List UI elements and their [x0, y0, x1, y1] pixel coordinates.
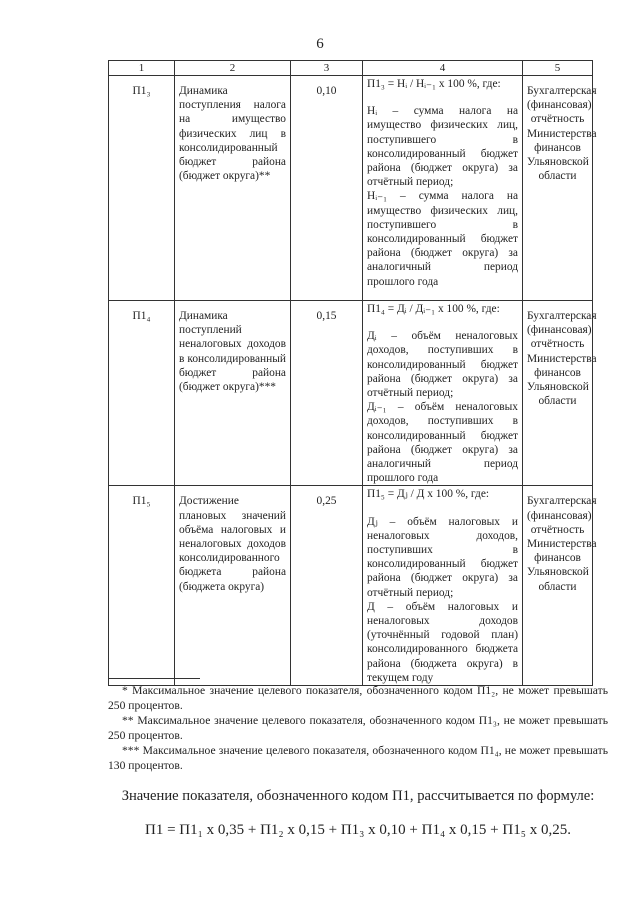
indicator-formula [363, 76, 523, 301]
final-formula: П1 = П1₁ х 0,35 + П1₂ х 0,15 + П1₃ х 0,10 + П1₄ х 0,15 + П1₅ х 0,25. [145, 822, 571, 838]
indicator-table [108, 60, 597, 686]
conclusion-text: Значение показателя, обозначенного кодом П1, рассчитывается по формуле: [121, 788, 595, 804]
column-header: 3 [291, 61, 363, 76]
indicator-code: П1₃ [109, 76, 175, 301]
indicator-code: П1₄ [109, 301, 175, 486]
footnotes [108, 678, 608, 773]
table-row [109, 76, 593, 301]
formula-main: П1₄ = Дᵢ / Дᵢ₋₁ х 100 %, где: [367, 303, 500, 315]
formula-definition: Дᵢ₋₁ – объём неналоговых доходов, поступивших в консолидированный бюджет района (бюджет округа) за аналогичный период прошлого года [367, 401, 518, 485]
formula-definition: Дᵢ – объём неналоговых доходов, поступивших в консолидированный бюджет района (бюджет округа) за отчётный период; [367, 330, 518, 400]
formula-definition: Д – объём налоговых и неналоговых доходов (уточнённый годовой план) консолидированного бюджета района (бюджета округа) в текущем году [367, 600, 518, 684]
column-header: 5 [523, 61, 593, 76]
indicator-source: Бухгалтерская (финансовая) отчётность Министерства финансов Ульяновской области [523, 486, 593, 686]
indicator-name: Динамика поступления налога на имущество физических лиц в консолидированный бюджет района (бюджет округа)** [175, 76, 291, 301]
column-header: 4 [363, 61, 523, 76]
footnote: ** Максимальное значение целевого показателя, обозначенного кодом П1₃, не может превышать 250 процентов. [108, 714, 608, 742]
indicator-name: Динамика поступлений неналоговых доходов в консолидированный бюджет района (бюджет округа)*** [175, 301, 291, 486]
indicator-formula [363, 301, 523, 486]
formula-definition: Нᵢ – сумма налога на имущество физических лиц, поступившего в консолидированный бюджет района (бюджет округа) за отчётный период; [367, 105, 518, 189]
indicator-formula [363, 486, 523, 686]
formula-main: П1₅ = Дⱼ / Д х 100 %, где: [367, 488, 490, 501]
column-header: 1 [109, 61, 175, 76]
table-header-row [109, 61, 593, 76]
indicator-code: П1₅ [109, 486, 175, 686]
indicator-source: Бухгалтерская (финансовая) отчётность Министерства финансов Ульяновской области [523, 76, 593, 301]
indicator-weight: 0,15 [291, 301, 363, 486]
footnote: *** Максимальное значение целевого показателя, обозначенного кодом П1₄, не может превышать 130 процентов. [108, 744, 608, 772]
footnote-divider [108, 678, 200, 679]
page-number: 6 [316, 36, 324, 52]
indicator-source: Бухгалтерская (финансовая) отчётность Министерства финансов Ульяновской области [523, 301, 593, 486]
formula-definition: Нᵢ₋₁ – сумма налога на имущество физических лиц, поступившего в консолидированный бюджет района (бюджет округа) за аналогичный период прошлого года [367, 190, 518, 288]
indicator-weight: 0,10 [291, 76, 363, 301]
column-header: 2 [175, 61, 291, 76]
formula-main: П1₃ = Нᵢ / Нᵢ₋₁ х 100 %, где: [367, 78, 501, 90]
indicator-name: Достижение плановых значений объёма налоговых и неналоговых доходов консолидированного бюджета района (бюджета округа) [175, 486, 291, 686]
table-row [109, 486, 593, 686]
formula-definition: Дⱼ – объём налоговых и неналоговых доходов, поступивших в консолидированный бюджет района (бюджет округа) за отчётный период; [367, 515, 518, 599]
table-row [109, 301, 593, 486]
indicator-weight: 0,25 [291, 486, 363, 686]
footnote: * Максимальное значение целевого показателя, обозначенного кодом П1₂, не может превышать 250 процентов. [108, 684, 608, 712]
